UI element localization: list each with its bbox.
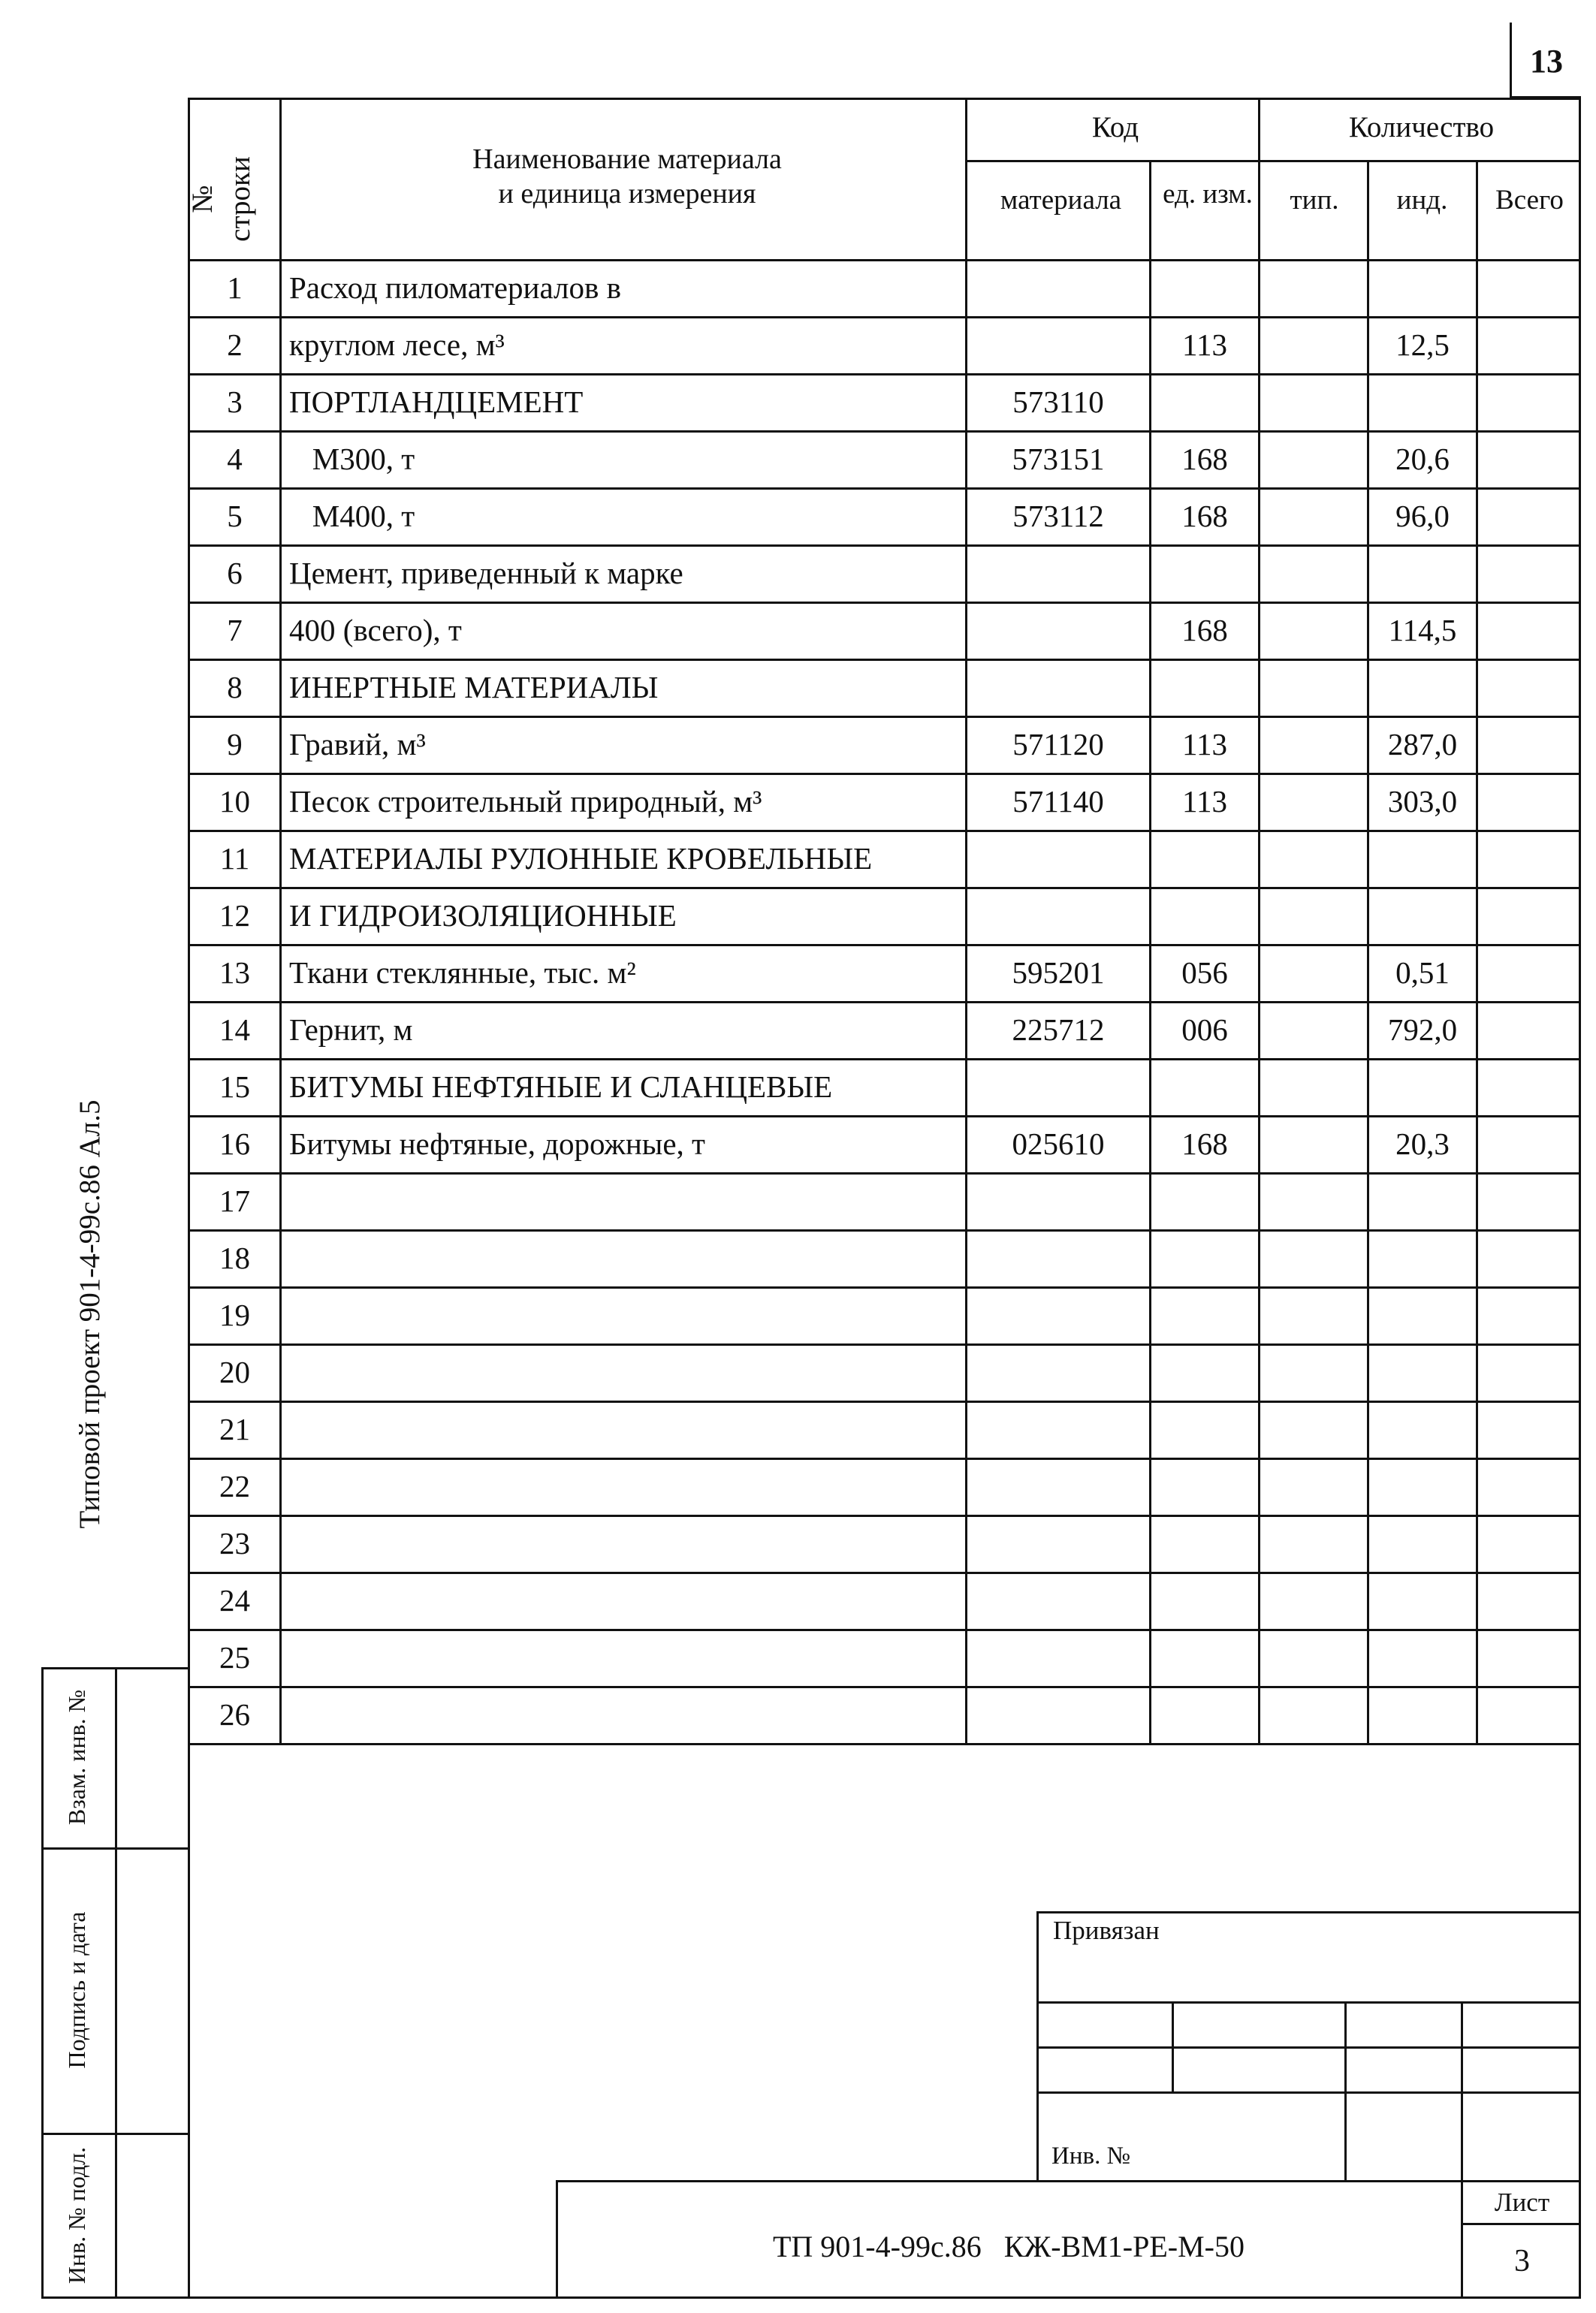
grid-line: [188, 1572, 1581, 1574]
header-qty-ind: инд.: [1396, 185, 1448, 216]
unit-code-cell: 113: [1182, 327, 1227, 362]
grid-line: [188, 773, 1581, 775]
material-name-cell: 400 (всего), т: [289, 613, 462, 647]
material-name-cell: круглом лесе, м³: [289, 327, 505, 362]
grid-line: [1367, 160, 1369, 1745]
grid-line: [188, 602, 1581, 604]
sheet-label: Лист: [1494, 2188, 1550, 2217]
header-qty-typ: тип.: [1290, 185, 1339, 216]
material-code-cell: 571140: [1012, 784, 1104, 819]
qty-ind-cell: 20,3: [1395, 1126, 1450, 1161]
row-number-cell: 12: [219, 898, 250, 933]
grid-line: [188, 1629, 1581, 1631]
material-name-cell: Песок строительный природный, м³: [289, 784, 762, 819]
grid-line: [188, 373, 1581, 375]
material-name-cell: Ткани стеклянные, тыс. м²: [289, 955, 636, 990]
grid-line: [188, 1343, 1581, 1346]
material-name-cell: ИНЕРТНЫЕ МАТЕРИАЛЫ: [289, 670, 659, 704]
qty-ind-cell: 792,0: [1387, 1012, 1458, 1047]
header-qty-group: Количество: [1348, 111, 1495, 143]
row-number-cell: 24: [219, 1583, 250, 1618]
material-name-cell: БИТУМЫ НЕФТЯНЫЕ И СЛАНЦЕВЫЕ: [289, 1069, 833, 1104]
grid-line: [188, 98, 1581, 100]
inv-no-label: Инв. №: [1051, 2143, 1131, 2170]
privyazan-label: Привязан: [1053, 1916, 1160, 1945]
material-name-cell: МАТЕРИАЛЫ РУЛОННЫЕ КРОВЕЛЬНЫЕ: [289, 841, 873, 876]
stamp-inv-podl: Инв. № подл.: [63, 2146, 90, 2284]
row-number-cell: 16: [219, 1126, 250, 1161]
unit-code-cell: 056: [1181, 955, 1228, 990]
material-code-cell: 571120: [1012, 727, 1104, 761]
row-number-cell: 26: [219, 1697, 250, 1732]
unit-code-cell: 168: [1181, 613, 1228, 647]
unit-code-cell: 113: [1182, 727, 1227, 761]
row-number-cell: 14: [219, 1012, 250, 1047]
grid-line: [188, 259, 1581, 261]
grid-line: [188, 1001, 1581, 1003]
unit-code-cell: 168: [1181, 442, 1228, 476]
grid-line: [188, 1515, 1581, 1517]
unit-code-cell: 006: [1181, 1012, 1228, 1047]
header-code-unit: ед. изм.: [1163, 179, 1253, 210]
material-name-cell: Гравий, м³: [289, 727, 426, 761]
row-number-cell: 18: [219, 1241, 250, 1275]
grid-line: [188, 1686, 1581, 1688]
header-qty-total: Всего: [1495, 185, 1564, 216]
row-number-cell: 6: [227, 556, 243, 590]
row-number-cell: 8: [227, 670, 243, 704]
material-name-cell: Цемент, приведенный к марке: [289, 556, 683, 590]
row-number-cell: 9: [227, 727, 243, 761]
material-code-cell: 595201: [1012, 955, 1105, 990]
material-code-cell: 573112: [1012, 499, 1104, 533]
qty-ind-cell: 114,5: [1388, 613, 1457, 647]
row-number-cell: 22: [219, 1469, 250, 1503]
grid-line: [188, 1401, 1581, 1403]
grid-line: [188, 1172, 1581, 1175]
row-number-cell: 13: [219, 955, 250, 990]
grid-line: [188, 487, 1581, 490]
row-number-cell: 23: [219, 1526, 250, 1561]
sheet-number: 3: [1514, 2244, 1530, 2278]
grid-line: [188, 830, 1581, 832]
grid-line: [188, 887, 1581, 889]
material-code-cell: 573151: [1012, 442, 1105, 476]
unit-code-cell: 168: [1181, 499, 1228, 533]
unit-code-cell: 113: [1182, 784, 1227, 819]
header-name: Наименование материала и единица измерения: [472, 143, 782, 210]
grid-line: [188, 1743, 1581, 1745]
side-project-text: Типовой проект 901-4-99с.86 Ал.5: [74, 1099, 106, 1529]
material-code-cell: 573110: [1012, 384, 1104, 419]
grid-line: [279, 98, 282, 1745]
material-name-cell: И ГИДРОИЗОЛЯЦИОННЫЕ: [289, 898, 677, 933]
grid-line: [188, 659, 1581, 661]
grid-line: [1476, 160, 1478, 1745]
qty-ind-cell: 12,5: [1395, 327, 1450, 362]
row-number-cell: 25: [219, 1640, 250, 1675]
grid-line: [188, 1058, 1581, 1060]
grid-line: [188, 1115, 1581, 1117]
qty-ind-cell: 287,0: [1387, 727, 1458, 761]
material-name-cell: М400, т: [289, 499, 415, 533]
row-number-cell: 5: [227, 499, 243, 533]
grid-line: [965, 160, 1581, 162]
grid-line: [188, 716, 1581, 718]
grid-line: [188, 1229, 1581, 1232]
stamp-podpis-data: Подпись и дата: [63, 1911, 90, 2069]
row-number-cell: 4: [227, 442, 243, 476]
qty-ind-cell: 303,0: [1387, 784, 1458, 819]
grid-line: [1149, 160, 1151, 1745]
row-number-cell: 10: [219, 784, 250, 819]
row-number-cell: 7: [227, 613, 243, 647]
grid-line: [188, 430, 1581, 433]
header-code-group: Код: [1091, 111, 1139, 143]
grid-line: [965, 98, 967, 1745]
grid-line: [188, 544, 1581, 547]
grid-line: [188, 1458, 1581, 1460]
grid-line: [1579, 98, 1581, 1745]
row-number-cell: 11: [219, 841, 250, 876]
qty-ind-cell: 0,51: [1395, 955, 1450, 990]
qty-ind-cell: 20,6: [1395, 442, 1450, 476]
row-number-cell: 15: [219, 1069, 250, 1104]
stamp-vzam-inv: Взам. инв. №: [63, 1689, 90, 1826]
grid-line: [188, 1286, 1581, 1289]
header-code-material: материала: [1000, 185, 1122, 216]
row-number-cell: 21: [219, 1412, 250, 1446]
page-number: 13: [1530, 43, 1563, 80]
row-number-cell: 1: [227, 270, 243, 305]
material-code-cell: 025610: [1012, 1126, 1105, 1161]
grid-line: [188, 944, 1581, 946]
header-row-no: № строки: [186, 156, 256, 242]
material-name-cell: М300, т: [289, 442, 415, 476]
material-name-cell: Гернит, м: [289, 1012, 413, 1047]
row-number-cell: 19: [219, 1298, 250, 1332]
row-number-cell: 3: [227, 384, 243, 419]
material-code-cell: 225712: [1012, 1012, 1105, 1047]
row-number-cell: 2: [227, 327, 243, 362]
row-number-cell: 20: [219, 1355, 250, 1389]
material-name-cell: Расход пиломатериалов в: [289, 270, 621, 305]
unit-code-cell: 168: [1181, 1126, 1228, 1161]
material-name-cell: Битумы нефтяные, дорожные, т: [289, 1126, 705, 1161]
row-number-cell: 17: [219, 1184, 250, 1218]
qty-ind-cell: 96,0: [1395, 499, 1450, 533]
document-designation: ТП 901-4-99с.86 КЖ-ВМ1-РЕ-М-50: [772, 2230, 1245, 2263]
material-name-cell: ПОРТЛАНДЦЕМЕНТ: [289, 384, 584, 419]
grid-line: [1258, 98, 1260, 1745]
grid-line: [188, 316, 1581, 318]
